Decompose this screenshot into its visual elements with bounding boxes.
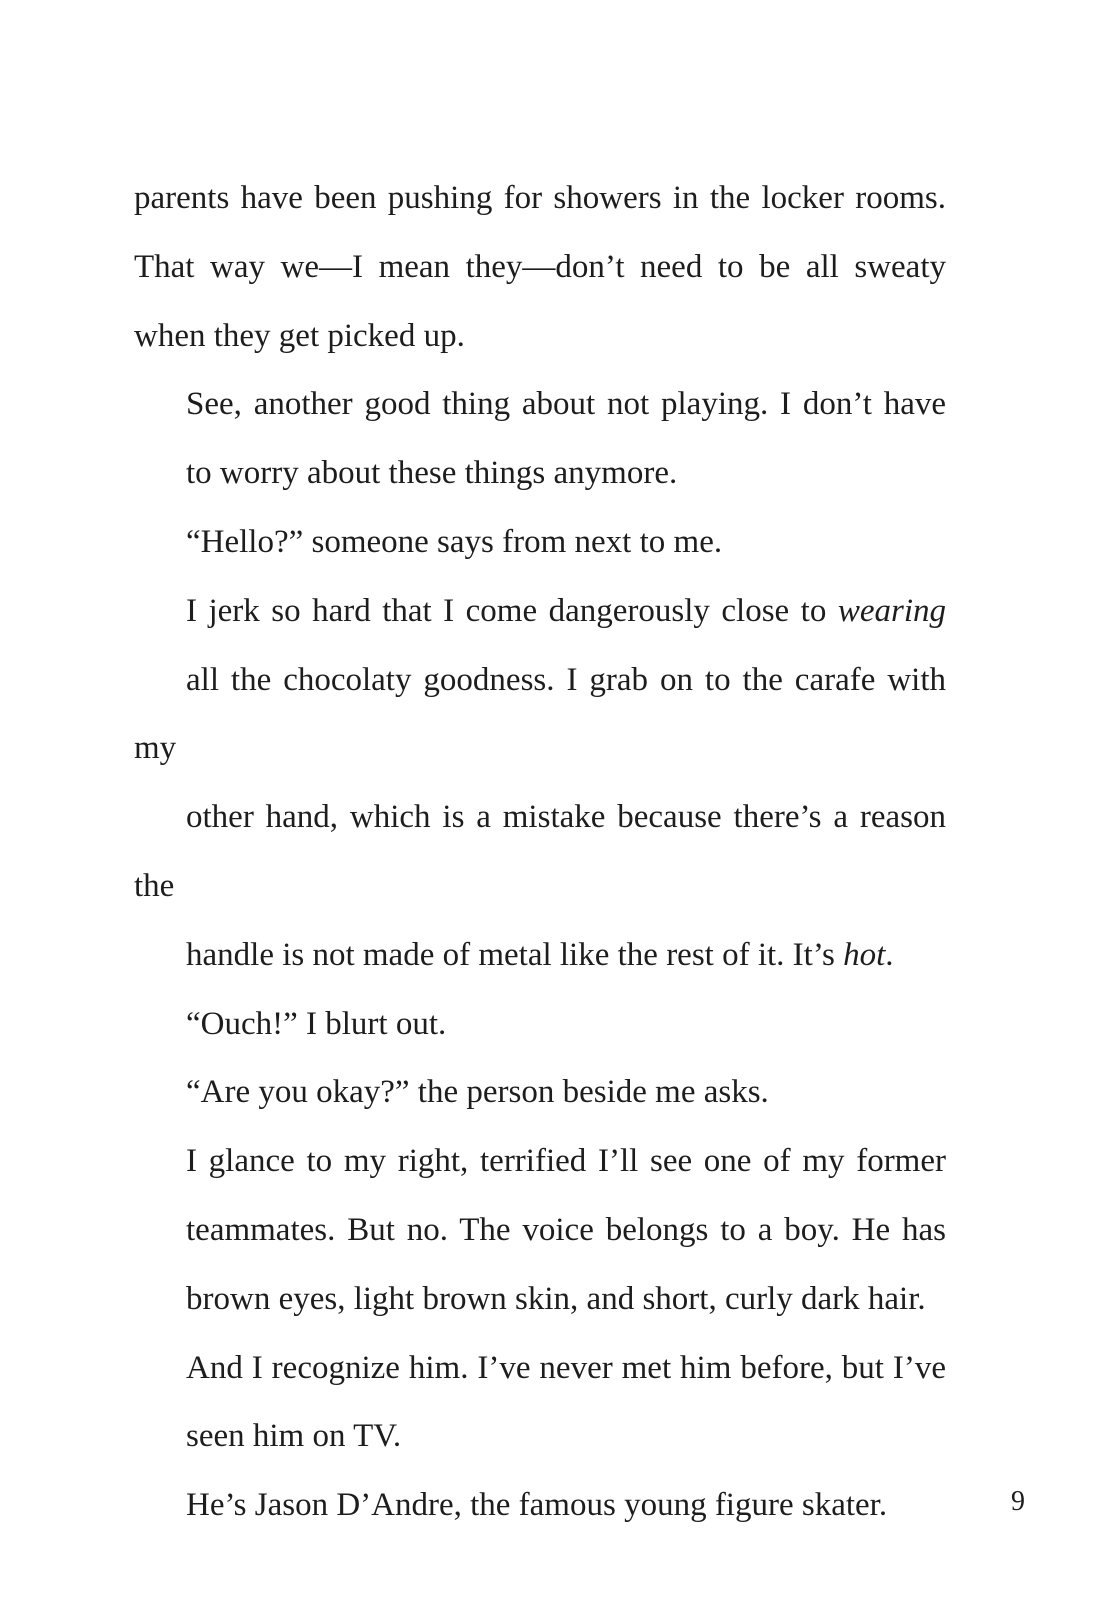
paragraph-9 bbox=[134, 1471, 946, 1540]
text-line: all the chocolaty goodness. I grab on to the carafe with my bbox=[134, 661, 946, 767]
text-line: See, another good thing about not playing. I don’t have bbox=[186, 386, 946, 423]
paragraph-3 bbox=[134, 508, 946, 577]
paragraph-1 bbox=[134, 164, 946, 370]
paragraph-4 bbox=[134, 577, 946, 990]
text-line: seen him on TV. bbox=[186, 1418, 402, 1455]
text-run: handle is not made of metal like the rest of it. It’s bbox=[186, 936, 844, 973]
paragraph-5 bbox=[134, 990, 946, 1059]
text-run: . bbox=[885, 936, 894, 973]
text-line: “Ouch!” I blurt out. bbox=[186, 1005, 447, 1042]
text-line bbox=[134, 921, 946, 990]
text-line: to worry about these things anymore. bbox=[186, 455, 678, 492]
paragraph-7 bbox=[134, 1127, 946, 1333]
text-run: I jerk so hard that I come dangerously close to bbox=[186, 592, 838, 629]
text-line: “Are you okay?” the person beside me asks. bbox=[186, 1074, 769, 1111]
body-text bbox=[134, 164, 946, 1540]
text-line: parents have been pushing for showers in the locker rooms. bbox=[134, 180, 946, 216]
paragraph-8 bbox=[134, 1334, 946, 1472]
italic-word: hot bbox=[843, 936, 886, 973]
text-line: And I recognize him. I’ve never met him before, but I’ve bbox=[186, 1349, 946, 1386]
text-line: He’s Jason D’Andre, the famous young figure skater. bbox=[186, 1487, 888, 1524]
text-line: teammates. But no. The voice belongs to a boy. He has bbox=[186, 1211, 946, 1248]
text-line: “Hello?” someone says from next to me. bbox=[186, 523, 723, 560]
text-line: when they get picked up. bbox=[134, 317, 465, 354]
text-line: I glance to my right, terrified I’ll see one of my former bbox=[186, 1143, 946, 1180]
text-line bbox=[134, 577, 946, 646]
italic-word: wearing bbox=[837, 592, 946, 629]
paragraph-2 bbox=[134, 370, 946, 508]
page-number: 9 bbox=[1011, 1486, 1025, 1517]
paragraph-6 bbox=[134, 1058, 946, 1127]
text-line: brown eyes, light brown skin, and short, curly dark hair. bbox=[186, 1280, 926, 1317]
text-line: That way we—I mean they—don’t need to be all sweaty bbox=[134, 248, 946, 285]
text-line: other hand, which is a mistake because there’s a reason the bbox=[134, 799, 946, 904]
